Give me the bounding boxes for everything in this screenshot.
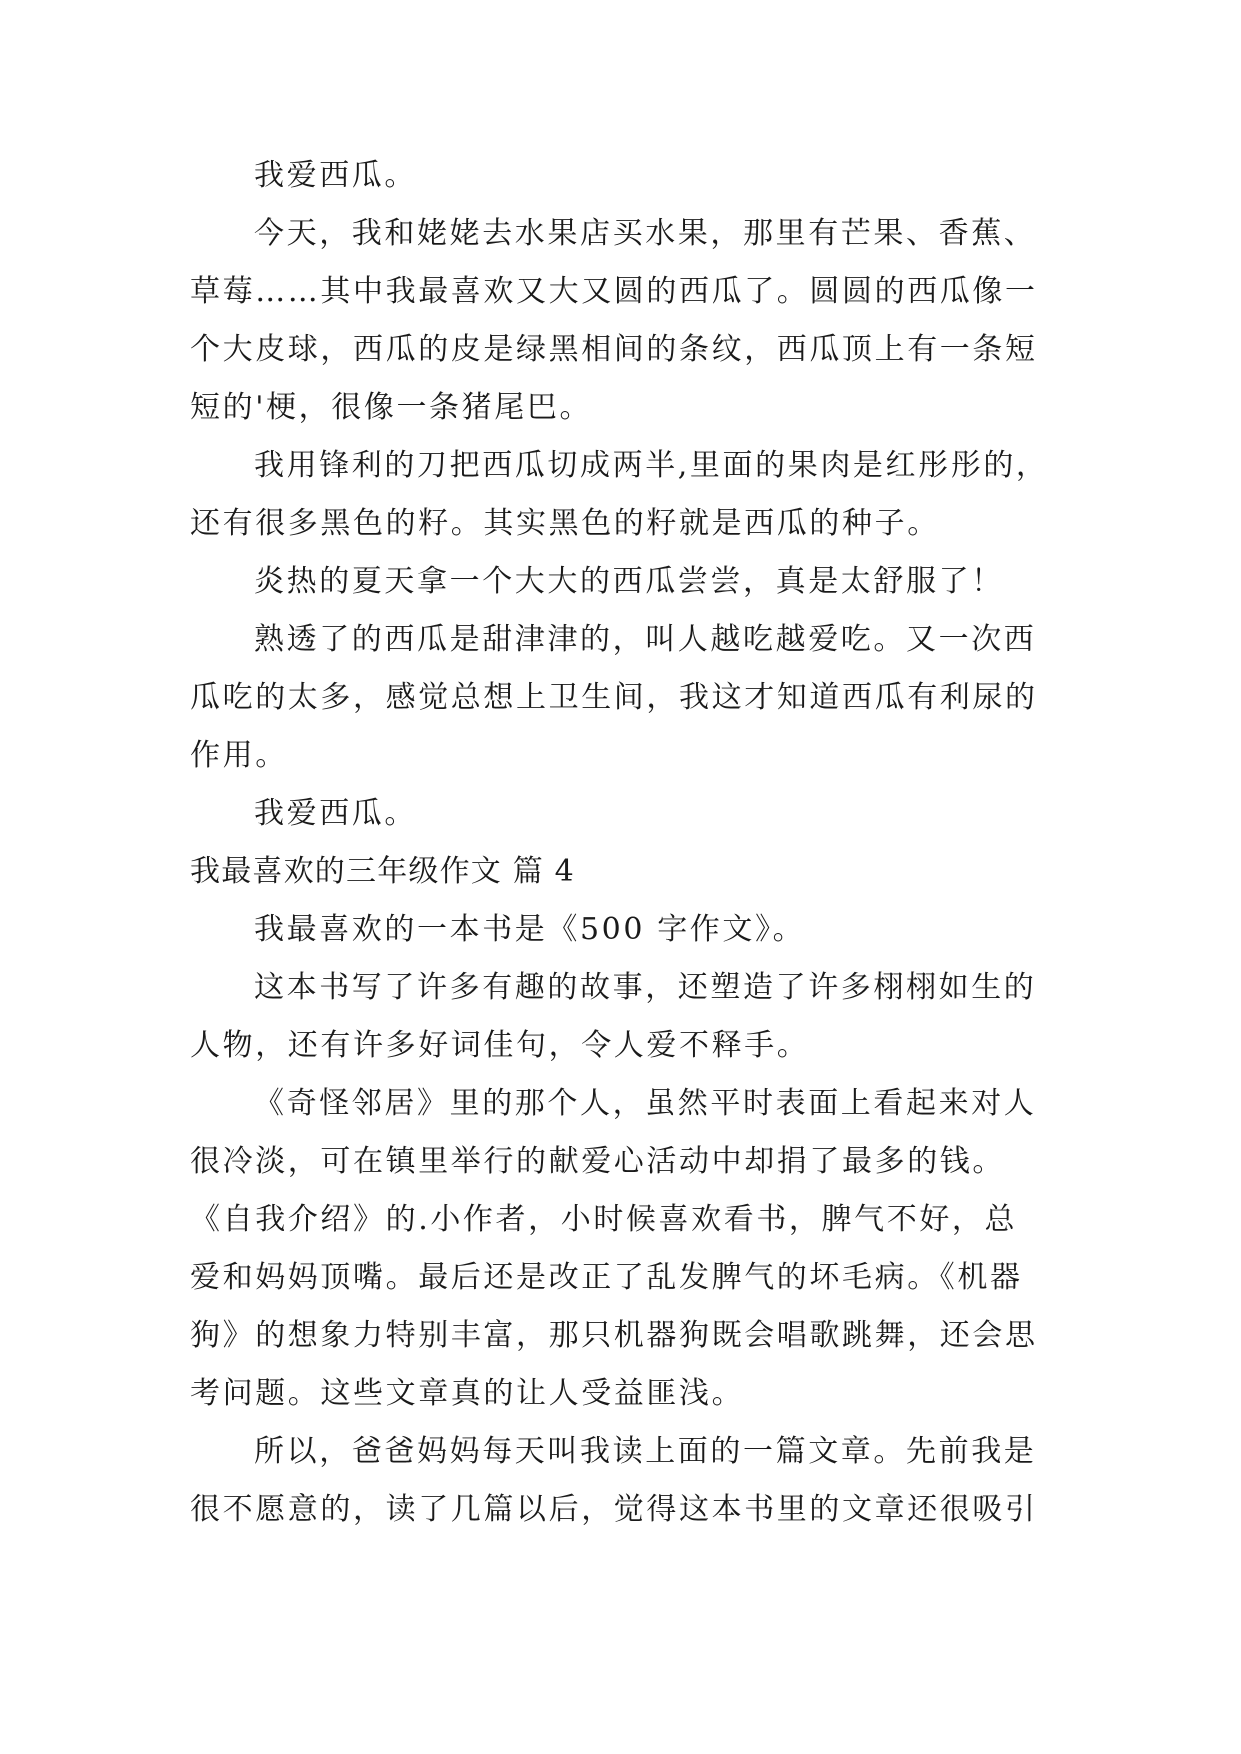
text-line: 很冷淡，可在镇里举行的献爱心活动中却捐了最多的钱。 xyxy=(190,1144,1005,1179)
text-line: 所以，爸爸妈妈每天叫我读上面的一篇文章。先前我是 xyxy=(254,1434,1037,1469)
text-line: 今天，我和姥姥去水果店买水果，那里有芒果、香蕉、 xyxy=(254,216,1037,251)
text-line: 爱和妈妈顶嘴。最后还是改正了乱发脾气的坏毛病。《机器 xyxy=(190,1260,1023,1295)
text-line: 很不愿意的，读了几篇以后，觉得这本书里的文章还很吸引 xyxy=(190,1492,1038,1527)
text-line: 《自我介绍》的.小作者，小时候喜欢看书，脾气不好，总 xyxy=(190,1202,1018,1237)
text-line: 考问题。这些文章真的让人受益匪浅。 xyxy=(190,1376,745,1411)
text-line: 我用锋利的刀把西瓜切成两半,里面的果肉是红彤彤的， xyxy=(254,448,1049,483)
text-line: 《奇怪邻居》里的那个人，虽然平时表面上看起来对人 xyxy=(254,1086,1037,1121)
text-line: 草莓……其中我最喜欢又大又圆的西瓜了。圆圆的西瓜像一 xyxy=(190,274,1038,309)
section-heading: 我最喜欢的三年级作文 篇 4 xyxy=(190,854,575,889)
text-line: 炎热的夏天拿一个大大的西瓜尝尝，真是太舒服了！ xyxy=(254,564,1004,599)
text-line: 熟透了的西瓜是甜津津的，叫人越吃越爱吃。又一次西 xyxy=(254,622,1037,657)
text-line: 个大皮球，西瓜的皮是绿黑相间的条纹，西瓜顶上有一条短 xyxy=(190,332,1038,367)
text-line: 我爱西瓜。 xyxy=(254,158,417,193)
text-line: 作用。 xyxy=(190,738,288,773)
text-line: 狗》的想象力特别丰富，那只机器狗既会唱歌跳舞，还会思 xyxy=(190,1318,1038,1353)
text-line: 人物，还有许多好词佳句，令人爱不释手。 xyxy=(190,1028,810,1063)
text-line: 瓜吃的太多，感觉总想上卫生间，我这才知道西瓜有利尿的 xyxy=(190,680,1038,715)
text-line: 还有很多黑色的籽。其实黑色的籽就是西瓜的种子。 xyxy=(190,506,940,541)
text-line: 我最喜欢的一本书是《500 字作文》。 xyxy=(254,912,806,947)
text-line: 我爱西瓜。 xyxy=(254,796,417,831)
text-line: 这本书写了许多有趣的故事，还塑造了许多栩栩如生的 xyxy=(254,970,1037,1005)
text-line: 短的'梗，很像一条猪尾巴。 xyxy=(190,390,593,425)
